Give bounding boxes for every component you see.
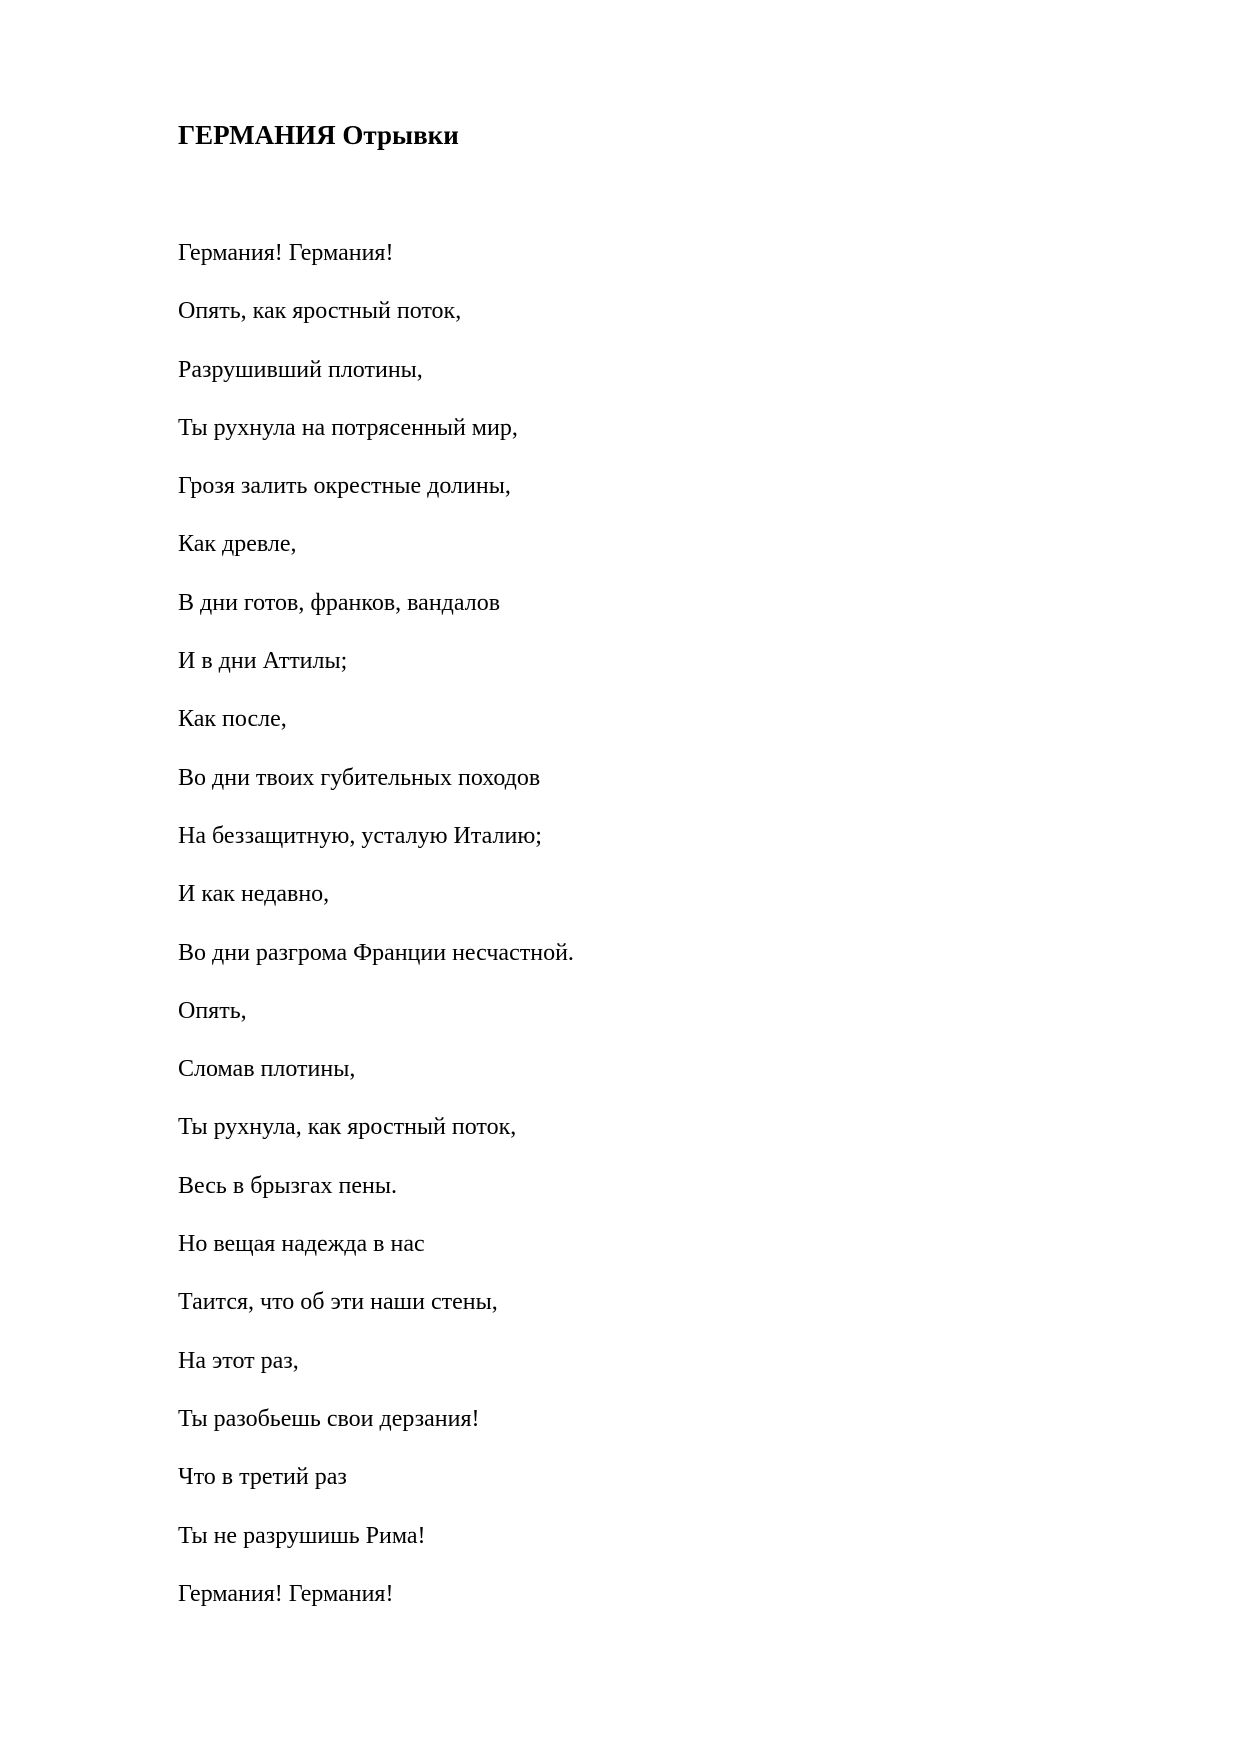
poem-line: Грозя залить окрестные долины, xyxy=(178,473,511,500)
poem-line: Ты рухнула, как яростный поток, xyxy=(178,1114,517,1141)
poem-line: Разрушивший плотины, xyxy=(178,356,423,383)
poem-line: И в дни Аттилы; xyxy=(178,648,348,675)
poem-line: Как древле, xyxy=(178,531,297,558)
poem-line: Что в третий раз xyxy=(178,1464,347,1491)
poem-line: Опять, xyxy=(178,997,247,1024)
poem-line: Сломав плотины, xyxy=(178,1056,356,1083)
poem-line: В дни готов, франков, вандалов xyxy=(178,589,501,616)
poem-line: Во дни разгрома Франции несчастной. xyxy=(178,939,574,966)
poem-line: Германия! Германия! xyxy=(178,1580,394,1607)
poem-line: И как недавно, xyxy=(178,881,330,908)
poem-line: Ты разобьешь свои дерзания! xyxy=(178,1405,480,1432)
document-title: ГЕРМАНИЯ Отрывки xyxy=(178,120,459,150)
poem-line: Во дни твоих губительных походов xyxy=(178,764,541,791)
poem-line: Ты не разрушишь Рима! xyxy=(178,1522,426,1549)
poem-body xyxy=(178,237,574,1636)
poem-line: Таится, что об эти наши стены, xyxy=(178,1289,498,1316)
poem-line: Как после, xyxy=(178,706,287,733)
poem-line: На этот раз, xyxy=(178,1347,299,1374)
poem-line: На беззащитную, усталую Италию; xyxy=(178,822,542,849)
poem-line: Но вещая надежда в нас xyxy=(178,1231,425,1258)
poem-line: Германия! Германия! xyxy=(178,240,394,266)
poem-line: Ты рухнула на потрясенный мир, xyxy=(178,414,518,441)
poem-line: Весь в брызгах пены. xyxy=(178,1172,397,1199)
poem-line: Опять, как яростный поток, xyxy=(178,298,462,325)
